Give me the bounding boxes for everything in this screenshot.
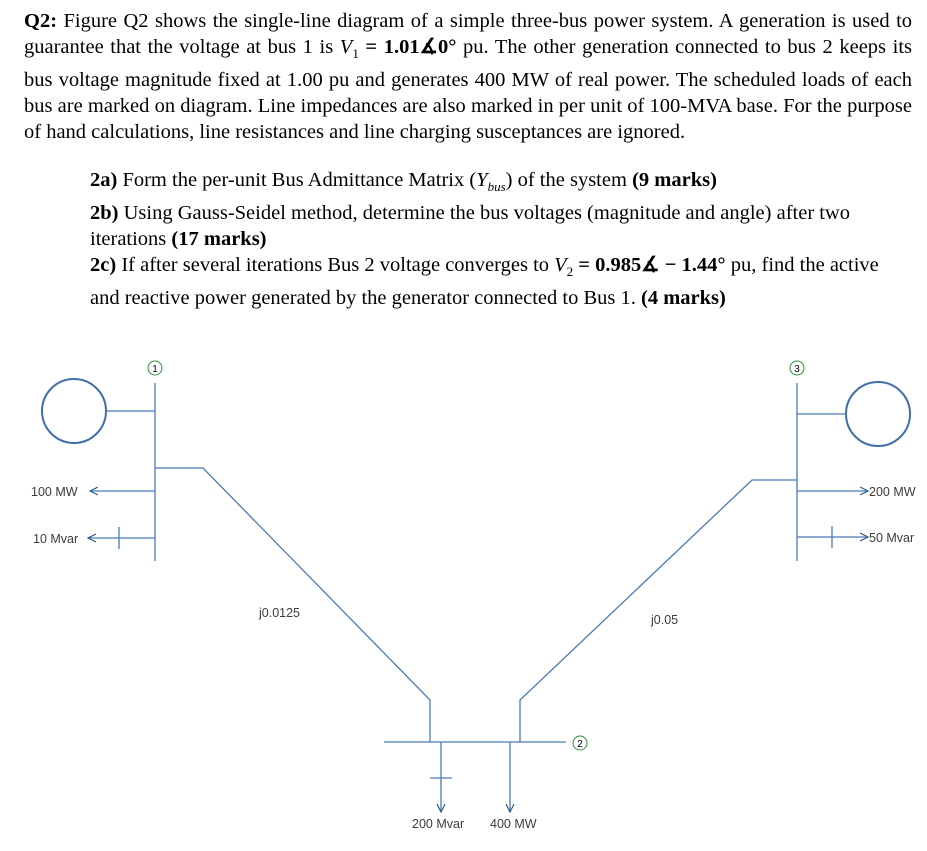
part-text: ) of the system [505,169,633,191]
part-2a [90,167,912,200]
part-text: If after several iterations Bus 2 voltage converges to [116,254,555,277]
part-text: Using Gauss-Seidel method, determine the bus voltages (magnitude and angle) after two iterations [90,202,851,251]
v1-variable: V [339,36,353,58]
v2-subscript: 2 [566,264,574,280]
part-2b [90,200,912,252]
question-body: pu. The other generation connected to bus 2 keeps its bus voltage magnitude fixed at 1.00 pu and generates 400 MW of real power. The scheduled loads of each bus are marked on diagram. Line impedances are also marked in per unit of 100-MVA base. For the purpose of hand calculations, line resistances and line charging susceptances are ignored. [24,36,912,144]
part-label: 2a) [90,169,118,191]
part-label: 2b) [90,202,119,225]
part-text: Form the per-unit Bus Admittance Matrix ( [117,169,477,191]
line-2-3 [520,480,797,742]
generator-bus1-icon [42,379,106,443]
bus3-number: 3 [794,364,800,375]
part-2c [90,252,912,311]
v1-subscript: 1 [352,46,359,62]
v2-value: = 0.985∡ − 1.44° [573,254,726,277]
ybus-subscript: bus [487,179,506,195]
single-line-diagram [0,340,927,845]
line-1-2 [155,468,430,742]
bus2-number: 2 [577,739,583,750]
ybus-symbol: Y [476,169,488,191]
bus3-load-p-label: 200 MW [869,485,916,499]
question-label: Q2: [24,10,58,32]
line23-impedance-label: j0.05 [651,613,679,627]
bus2-load-q-label: 200 Mvar [412,817,465,831]
v2-variable: V [554,254,567,277]
line12-impedance-label: j0.0125 [259,606,301,620]
bus1-load-p-label: 100 MW [31,485,78,499]
bus3-load-q-label: 50 Mvar [869,531,915,545]
question-parts [90,167,912,311]
question-intro: Figure Q2 shows the single-line diagram of a simple three-bus power system. A generation is used to guarantee that the voltage at bus 1 is [24,10,913,58]
part-marks: (9 marks) [632,169,717,191]
part-text: pu, find the active and reactive power generated by the generator connected to Bus 1. [90,254,879,310]
part-marks: (4 marks) [641,287,726,310]
bus1-number: 1 [152,364,158,375]
bus2-load-p-label: 400 MW [490,817,537,831]
part-label: 2c) [90,254,117,277]
v1-value: = 1.01∡0° [358,36,457,58]
bus1-load-q-label: 10 Mvar [33,532,79,546]
generator-bus3-icon [846,382,910,446]
question-text [24,8,912,145]
part-marks: (17 marks) [171,228,267,251]
